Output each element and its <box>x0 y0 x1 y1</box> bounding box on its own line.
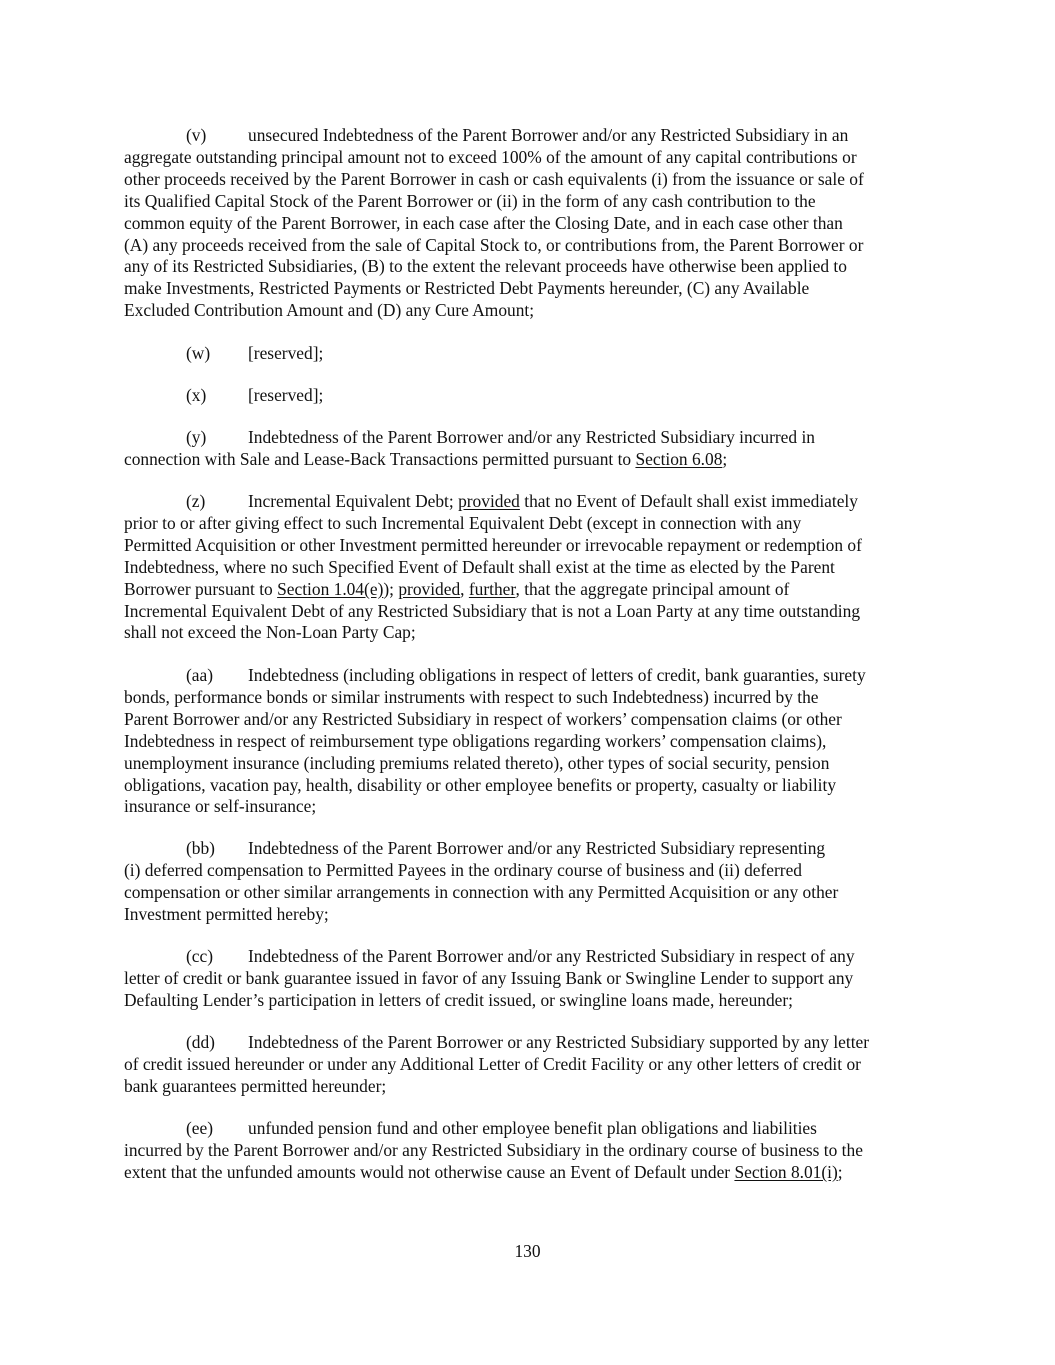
clause-line <box>124 125 936 147</box>
clause-line: Indebtedness, where no such Specified Event of Default shall exist at the time as elected by the Parent <box>124 556 835 577</box>
clause-aa <box>124 665 936 818</box>
clause-line: bank guarantees permitted hereunder; <box>124 1075 387 1096</box>
clause-text: Indebtedness of the Parent Borrower or any Restricted Subsidiary supported by any letter <box>248 1032 870 1052</box>
provided-term: provided <box>458 491 520 511</box>
clause-text: unsecured Indebtedness of the Parent Borrower and/or any Restricted Subsidiary in an <box>248 125 849 145</box>
clause-line: obligations, vacation pay, health, disability or other employee benefits or property, casualty or liability <box>124 774 837 795</box>
section-1-04-e-reference: Section 1.04(e) <box>277 578 384 599</box>
section-8-01-i-reference: Section 8.01(i) <box>734 1161 838 1182</box>
clause-text: unfunded pension fund and other employee benefit plan obligations and liabilities <box>248 1118 817 1138</box>
clause-line: (A) any proceeds received from the sale of Capital Stock to, or contributions from, the Parent Borrower or <box>124 234 864 255</box>
clause-text: Indebtedness of the Parent Borrower and/or any Restricted Subsidiary incurred in <box>248 427 815 447</box>
further-term: further <box>468 578 516 599</box>
clause-label: (w) <box>186 343 211 363</box>
clause-text: extent that the unfunded amounts would not otherwise cause an Event of Default under <box>124 1161 735 1182</box>
clause-text: , that the aggregate principal amount of <box>515 578 790 599</box>
clause-line: Excluded Contribution Amount and (D) any Cure Amount; <box>124 300 535 321</box>
clause-ee <box>124 1118 936 1184</box>
clause-text: connection with Sale and Lease-Back Transactions permitted pursuant to <box>124 448 636 469</box>
clause-z <box>124 491 936 644</box>
clause-label: (cc) <box>186 946 214 966</box>
clause-line: aggregate outstanding principal amount not to exceed 100% of the amount of any capital contributions or <box>124 146 857 167</box>
clause-line: (i) deferred compensation to Permitted Payees in the ordinary course of business and (ii) deferred <box>124 859 803 880</box>
clause-label: (z) <box>186 491 206 511</box>
clause-text: [reserved]; <box>248 343 324 363</box>
clause-text: ; <box>837 1161 843 1182</box>
clause-text: ); <box>383 578 399 599</box>
clause-label: (dd) <box>186 1032 215 1052</box>
clause-line: Incremental Equivalent Debt of any Restricted Subsidiary that is not a Loan Party at any time outstanding <box>124 600 861 621</box>
clause-w <box>124 343 936 365</box>
clause-line: other proceeds received by the Parent Borrower in cash or cash equivalents (i) from the issuance or sale of <box>124 168 864 189</box>
clause-line <box>124 579 936 601</box>
clause-text: [reserved]; <box>248 385 324 405</box>
clause-text: Borrower pursuant to <box>124 578 278 599</box>
clause-line <box>124 1032 936 1054</box>
clause-line: unemployment insurance (including premiums related thereto), other types of social security, pension <box>124 752 830 773</box>
clause-line: shall not exceed the Non-Loan Party Cap; <box>124 622 416 643</box>
clause-line: any of its Restricted Subsidiaries, (B) to the extent the relevant proceeds have otherwise been applied to <box>124 256 847 277</box>
clause-y <box>124 427 936 471</box>
provided-term: provided <box>398 578 461 599</box>
clause-x <box>124 385 936 407</box>
clause-text: , <box>460 578 469 599</box>
clause-line <box>124 385 936 407</box>
clause-line: Investment permitted hereby; <box>124 903 329 924</box>
clause-text: Incremental Equivalent Debt; <box>248 491 459 511</box>
clause-line: common equity of the Parent Borrower, in each case after the Closing Date, and in each case other than <box>124 212 843 233</box>
section-6-08-reference: Section 6.08 <box>635 448 723 469</box>
clause-text: that no Event of Default shall exist immediately <box>519 491 858 511</box>
clause-line: bonds, performance bonds or similar instruments with respect to such Indebtedness) incurred by the <box>124 686 819 707</box>
clause-dd <box>124 1032 936 1098</box>
clause-v <box>124 125 936 322</box>
clause-line: prior to or after giving effect to such Incremental Equivalent Debt (except in connection with any <box>124 512 802 533</box>
clause-line: its Qualified Capital Stock of the Parent Borrower or (ii) in the form of any cash contribution to the <box>124 190 816 211</box>
clause-line <box>124 946 936 968</box>
clause-line: Indebtedness in respect of reimbursement type obligations regarding workers’ compensation claims), <box>124 730 827 751</box>
page-number: 130 <box>514 1241 541 1261</box>
clause-line: Permitted Acquisition or other Investment permitted hereunder or irrevocable repayment or redemption of <box>124 534 862 555</box>
clause-line <box>124 1162 936 1184</box>
clause-label: (x) <box>186 385 207 405</box>
clause-label: (ee) <box>186 1118 214 1138</box>
clause-line <box>124 343 936 365</box>
clause-line: insurance or self-insurance; <box>124 796 317 817</box>
clause-line: make Investments, Restricted Payments or Restricted Debt Payments hereunder, (C) any Available <box>124 278 810 299</box>
clause-label: (v) <box>186 125 207 145</box>
clause-line: letter of credit or bank guarantee issued in favor of any Issuing Bank or Swingline Lender to support any <box>124 967 854 988</box>
clause-line <box>124 449 936 471</box>
clause-text: ; <box>722 448 728 469</box>
clause-text: Indebtedness of the Parent Borrower and/or any Restricted Subsidiary representing <box>248 838 826 858</box>
clause-line <box>124 838 936 860</box>
clause-line <box>124 665 936 687</box>
clause-label: (aa) <box>186 665 214 685</box>
clause-line: Parent Borrower and/or any Restricted Subsidiary in respect of workers’ compensation claims (or other <box>124 708 842 729</box>
clause-text: Indebtedness (including obligations in respect of letters of credit, bank guaranties, surety <box>248 665 866 685</box>
clause-line <box>124 427 936 449</box>
clause-line: of credit issued hereunder or under any Additional Letter of Credit Facility or any other letters of credit or <box>124 1053 861 1074</box>
clause-line <box>124 491 936 513</box>
clause-cc <box>124 946 936 1012</box>
clause-text: Indebtedness of the Parent Borrower and/or any Restricted Subsidiary in respect of any <box>248 946 855 966</box>
clause-line: compensation or other similar arrangements in connection with any Permitted Acquisition or any other <box>124 881 839 902</box>
clause-line: incurred by the Parent Borrower and/or any Restricted Subsidiary in the ordinary course of business to the <box>124 1139 863 1160</box>
clause-line: Defaulting Lender’s participation in letters of credit issued, or swingline loans made, hereunder; <box>124 989 794 1010</box>
clause-line <box>124 1118 936 1140</box>
clause-label: (y) <box>186 427 207 447</box>
clause-bb <box>124 838 936 926</box>
clause-label: (bb) <box>186 838 215 858</box>
